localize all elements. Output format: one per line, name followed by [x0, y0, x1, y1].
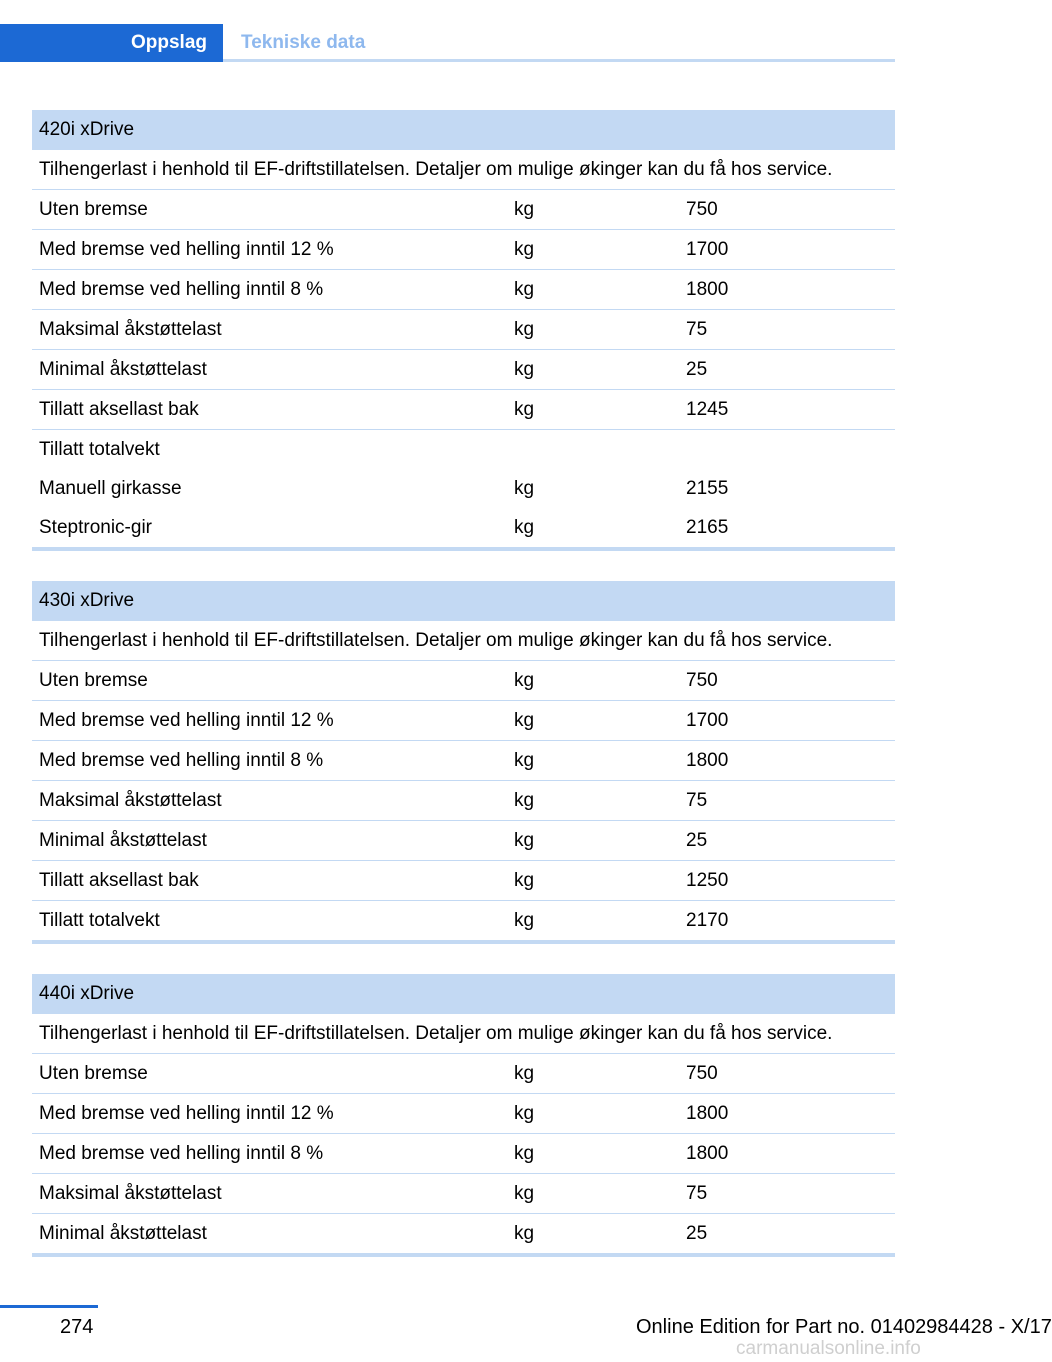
row-unit: kg — [514, 790, 535, 811]
table-row — [32, 310, 895, 350]
table-row — [32, 1214, 895, 1257]
table-title-row — [32, 581, 895, 621]
spec-table-430i — [32, 581, 895, 944]
edition-note: Online Edition for Part no. 01402984428 - X/17 — [636, 1316, 1052, 1338]
row-label: Tillatt totalvekt — [39, 910, 160, 931]
table-row — [32, 821, 895, 861]
row-value: 1800 — [686, 1103, 729, 1124]
table-row — [32, 1054, 895, 1094]
row-unit: kg — [514, 870, 535, 891]
row-unit: kg — [514, 670, 535, 691]
table-note-row — [32, 150, 895, 190]
row-label: Tillatt totalvekt — [39, 439, 160, 460]
table-title: 430i xDrive — [39, 590, 135, 611]
row-value: 25 — [686, 1223, 708, 1244]
row-value: 750 — [686, 1063, 718, 1084]
header-divider — [223, 59, 895, 62]
row-value: 75 — [686, 319, 708, 340]
row-label: Uten bremse — [39, 1063, 148, 1084]
header-tabbar — [0, 24, 895, 62]
row-value: 75 — [686, 790, 708, 811]
row-value: 750 — [686, 199, 718, 220]
row-unit: kg — [514, 1223, 535, 1244]
row-label: Minimal åkstøttelast — [39, 359, 207, 380]
row-value: 1245 — [686, 399, 729, 420]
row-value: 25 — [686, 359, 708, 380]
row-unit: kg — [514, 710, 535, 731]
spec-table-420i — [32, 110, 895, 551]
table-title: 440i xDrive — [39, 983, 135, 1004]
row-value: 1250 — [686, 870, 729, 891]
table-title-row — [32, 110, 895, 150]
row-unit: kg — [514, 478, 535, 499]
tab-tekniske-data[interactable]: Tekniske data — [241, 32, 366, 53]
table-group-heading-row — [32, 430, 895, 469]
table-row — [32, 270, 895, 310]
page-number: 274 — [60, 1316, 94, 1338]
row-value: 750 — [686, 670, 718, 691]
row-value: 75 — [686, 1183, 708, 1204]
row-label: Tillatt aksellast bak — [39, 399, 199, 420]
row-label: Med bremse ved helling inntil 8 % — [39, 279, 324, 300]
table-row — [32, 508, 895, 551]
row-label: Uten bremse — [39, 199, 148, 220]
table-note: Tilhengerlast i henhold til EF-driftstillatelsen. Detaljer om mulige økinger kan du få hos service. — [39, 630, 833, 651]
table-row — [32, 701, 895, 741]
table-row — [32, 901, 895, 944]
row-value: 2165 — [686, 517, 729, 538]
row-label: Med bremse ved helling inntil 12 % — [39, 710, 334, 731]
row-value: 1700 — [686, 710, 729, 731]
row-unit: kg — [514, 830, 535, 851]
row-value: 25 — [686, 830, 708, 851]
row-unit: kg — [514, 239, 535, 260]
spec-table-440i — [32, 974, 895, 1257]
row-value: 1800 — [686, 279, 729, 300]
row-label: Med bremse ved helling inntil 12 % — [39, 1103, 334, 1124]
row-unit: kg — [514, 1143, 535, 1164]
row-value: 2155 — [686, 478, 729, 499]
row-value: 2170 — [686, 910, 729, 931]
table-title-row — [32, 974, 895, 1014]
row-unit: kg — [514, 1063, 535, 1084]
row-label: Med bremse ved helling inntil 8 % — [39, 1143, 324, 1164]
row-label: Manuell girkasse — [39, 478, 182, 499]
table-row — [32, 861, 895, 901]
row-label: Minimal åkstøttelast — [39, 1223, 207, 1244]
table-row — [32, 350, 895, 390]
table-row — [32, 1134, 895, 1174]
row-unit: kg — [514, 750, 535, 771]
table-note-row — [32, 621, 895, 661]
row-label: Med bremse ved helling inntil 8 % — [39, 750, 324, 771]
table-row — [32, 469, 895, 508]
row-value: 1800 — [686, 1143, 729, 1164]
table-title: 420i xDrive — [39, 119, 135, 140]
table-row — [32, 190, 895, 230]
table-note: Tilhengerlast i henhold til EF-driftstillatelsen. Detaljer om mulige økinger kan du få hos service. — [39, 1023, 833, 1044]
table-row — [32, 230, 895, 270]
table-row — [32, 390, 895, 430]
watermark: carmanualsonline.info — [736, 1338, 921, 1359]
table-row — [32, 1094, 895, 1134]
row-label: Minimal åkstøttelast — [39, 830, 207, 851]
row-unit: kg — [514, 279, 535, 300]
row-label: Tillatt aksellast bak — [39, 870, 199, 891]
table-note-row — [32, 1014, 895, 1054]
table-note: Tilhengerlast i henhold til EF-driftstillatelsen. Detaljer om mulige økinger kan du få hos service. — [39, 159, 833, 180]
table-row — [32, 781, 895, 821]
table-row — [32, 1174, 895, 1214]
row-unit: kg — [514, 910, 535, 931]
row-label: Steptronic-gir — [39, 517, 152, 538]
row-label: Maksimal åkstøttelast — [39, 1183, 222, 1204]
row-label: Maksimal åkstøttelast — [39, 319, 222, 340]
footer-accent-line — [0, 1305, 98, 1308]
tab-oppslag[interactable]: Oppslag — [0, 24, 223, 62]
row-unit: kg — [514, 1103, 535, 1124]
table-row — [32, 741, 895, 781]
row-unit: kg — [514, 399, 535, 420]
row-unit: kg — [514, 517, 535, 538]
row-unit: kg — [514, 199, 535, 220]
row-unit: kg — [514, 359, 535, 380]
row-unit: kg — [514, 319, 535, 340]
row-value: 1700 — [686, 239, 729, 260]
row-unit: kg — [514, 1183, 535, 1204]
row-label: Uten bremse — [39, 670, 148, 691]
row-label: Med bremse ved helling inntil 12 % — [39, 239, 334, 260]
row-value: 1800 — [686, 750, 729, 771]
row-label: Maksimal åkstøttelast — [39, 790, 222, 811]
table-row — [32, 661, 895, 701]
